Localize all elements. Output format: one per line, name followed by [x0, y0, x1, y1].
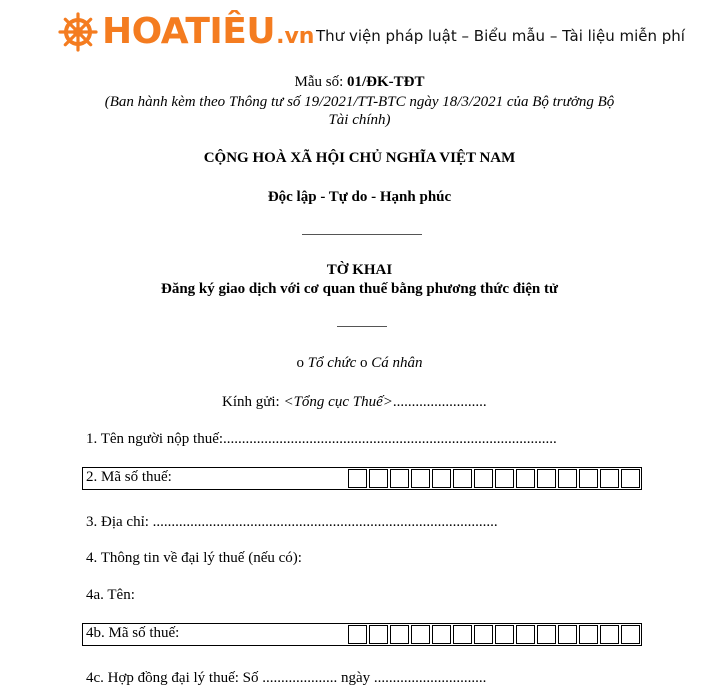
- ship-wheel-icon: [58, 12, 98, 52]
- tax-code-cell[interactable]: [579, 469, 598, 488]
- site-header: [0, 0, 719, 68]
- send-to-recipient: <Tổng cục Thuế>: [283, 394, 393, 410]
- tax-code-cell[interactable]: [369, 469, 388, 488]
- tax-code-cell[interactable]: [432, 469, 451, 488]
- agent-tax-code-cell[interactable]: [537, 625, 556, 644]
- issued-note-line2: Tài chính): [328, 112, 391, 128]
- agent-tax-code-cell[interactable]: [369, 625, 388, 644]
- tax-code-cell[interactable]: [516, 469, 535, 488]
- document-subtitle: Đăng ký giao dịch với cơ quan thuế bằng phương thức điện tử: [160, 281, 559, 297]
- field-agent-heading: 4. Thông tin về đại lý thuế (nếu có):: [86, 550, 302, 566]
- field-taxpayer-name[interactable]: 1. Tên người nộp thuế:.........................................................................................: [86, 431, 557, 447]
- site-logo[interactable]: [58, 10, 314, 54]
- issued-note-line1: (Ban hành kèm theo Thông tư số 19/2021/TT-BTC ngày 18/3/2021 của Bộ trưởng Bộ: [104, 94, 615, 110]
- agent-tax-code-cell[interactable]: [516, 625, 535, 644]
- agent-tax-code-cell[interactable]: [453, 625, 472, 644]
- agent-tax-code-cell[interactable]: [411, 625, 430, 644]
- tax-code-cell[interactable]: [453, 469, 472, 488]
- taxpayer-type-options: [0, 355, 719, 372]
- logo-domain: .vn: [276, 23, 315, 49]
- form-code-prefix: Mẫu số:: [294, 74, 347, 90]
- tax-code-row: [82, 467, 642, 490]
- agent-tax-code-cells[interactable]: [346, 625, 640, 644]
- agent-tax-code-cell[interactable]: [474, 625, 493, 644]
- agent-tax-code-row: [82, 623, 642, 646]
- tax-code-cell[interactable]: [390, 469, 409, 488]
- tax-code-cell[interactable]: [537, 469, 556, 488]
- option-person-label: Cá nhân: [371, 355, 423, 371]
- option-org-checkbox[interactable]: o: [296, 355, 304, 371]
- send-to-prefix: Kính gửi:: [222, 394, 284, 410]
- tax-code-cell[interactable]: [411, 469, 430, 488]
- option-person-checkbox[interactable]: o: [360, 355, 368, 371]
- field-agent-contract[interactable]: 4c. Hợp đồng đại lý thuế: Số .................... ngày ..............................: [86, 670, 487, 686]
- field-agent-name[interactable]: 4a. Tên:: [86, 587, 135, 603]
- field-address[interactable]: 3. Địa chỉ: ............................................................................................: [86, 514, 498, 530]
- agent-tax-code-cell[interactable]: [600, 625, 619, 644]
- document-title: TỜ KHAI: [326, 262, 393, 278]
- agent-tax-code-cell[interactable]: [495, 625, 514, 644]
- agent-tax-code-cell[interactable]: [432, 625, 451, 644]
- tax-code-cell[interactable]: [600, 469, 619, 488]
- tax-code-cells[interactable]: [346, 469, 640, 488]
- tax-code-cell[interactable]: [495, 469, 514, 488]
- agent-tax-code-cell[interactable]: [579, 625, 598, 644]
- send-to-dots: .........................: [392, 394, 487, 410]
- form-code: [0, 74, 719, 91]
- logo-text: HOATIÊU: [102, 11, 276, 52]
- tax-code-cell[interactable]: [474, 469, 493, 488]
- nation-heading: CỘNG HOÀ XÃ HỘI CHỦ NGHĨA VIỆT NAM: [203, 150, 516, 166]
- agent-tax-code-cell[interactable]: [348, 625, 367, 644]
- agent-tax-code-cell[interactable]: [390, 625, 409, 644]
- title-divider: [337, 326, 387, 327]
- send-to-line: [222, 394, 487, 411]
- option-org-label: Tổ chức: [307, 355, 357, 371]
- form-code-value: 01/ĐK-TĐT: [346, 74, 425, 90]
- tax-code-cell[interactable]: [621, 469, 640, 488]
- motto: Độc lập - Tự do - Hạnh phúc: [267, 189, 452, 205]
- agent-tax-code-label: 4b. Mã số thuế:: [86, 625, 180, 641]
- agent-tax-code-cell[interactable]: [558, 625, 577, 644]
- site-tagline: Thư viện pháp luật – Biểu mẫu – Tài liệu miễn phí: [316, 27, 685, 45]
- tax-code-label: 2. Mã số thuế:: [86, 469, 172, 485]
- motto-divider: [302, 234, 422, 235]
- agent-tax-code-cell[interactable]: [621, 625, 640, 644]
- tax-code-cell[interactable]: [348, 469, 367, 488]
- tax-code-cell[interactable]: [558, 469, 577, 488]
